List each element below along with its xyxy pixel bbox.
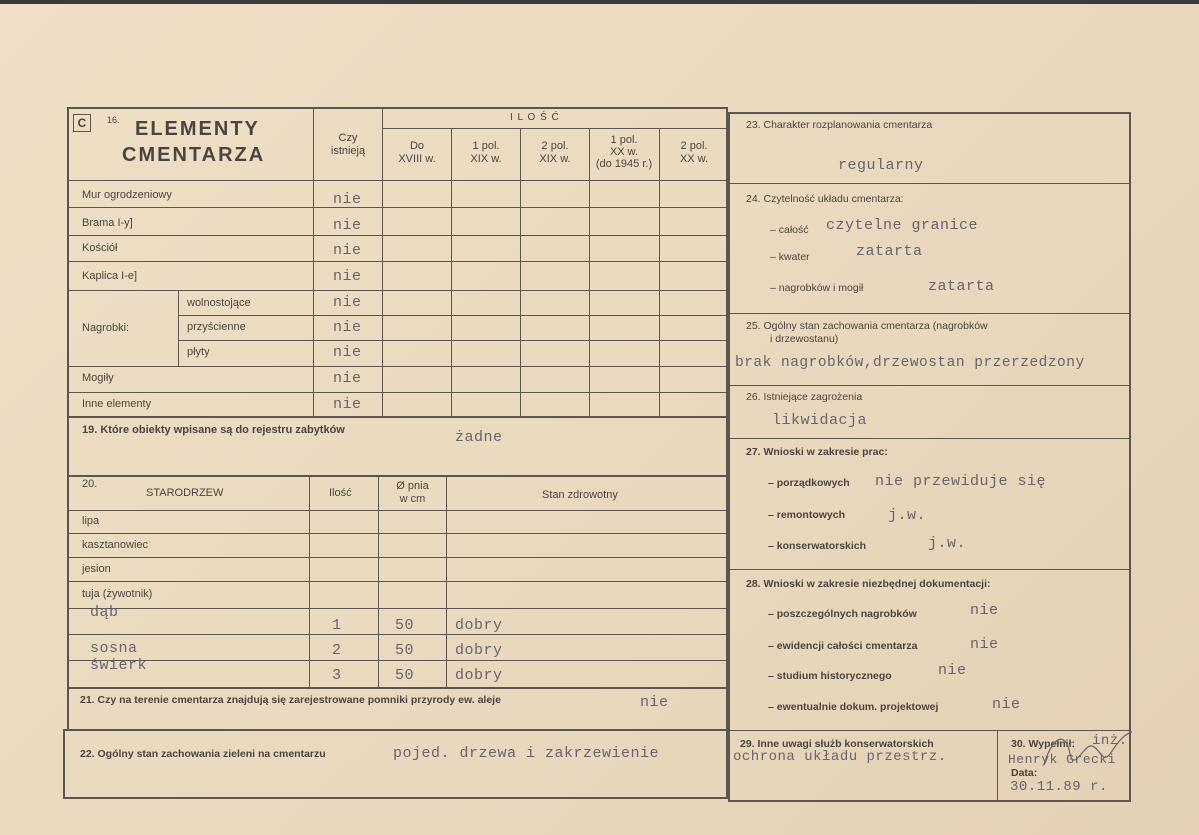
s24-item-label-1: – całość bbox=[770, 224, 809, 236]
s27-label: 27. Wnioski w zakresie prac: bbox=[746, 446, 888, 458]
period-2b: XIX w. bbox=[470, 153, 502, 165]
s30-date-value: 30.11.89 r. bbox=[1010, 779, 1108, 795]
period-header-4 bbox=[589, 134, 659, 170]
period-header-5 bbox=[661, 140, 727, 166]
row-label-kosciol: Kościół bbox=[82, 242, 118, 254]
s22-label: 22. Ogólny stan zachowania zieleni na cmentarzu bbox=[80, 748, 326, 760]
s28-item-value-3: nie bbox=[938, 662, 967, 679]
s20-row-line bbox=[67, 533, 728, 534]
row-line bbox=[67, 207, 728, 208]
right-section-line bbox=[728, 183, 1131, 184]
s24-label: 24. Czytelność układu cmentarza: bbox=[746, 193, 904, 205]
row-line bbox=[178, 315, 728, 316]
row-value-inne: nie bbox=[333, 396, 362, 413]
row-value-kaplica: nie bbox=[333, 268, 362, 285]
s20-col-line bbox=[446, 475, 447, 689]
diam-label-1: Ø pnia bbox=[396, 480, 429, 492]
tree-swierk: świerk bbox=[90, 657, 148, 674]
s20-col-line bbox=[378, 475, 379, 689]
count-sosna: 2 bbox=[332, 642, 342, 659]
s20-col-line bbox=[309, 475, 310, 689]
s28-label: 28. Wnioski w zakresie niezbędnej dokumentacji: bbox=[746, 578, 991, 590]
period-header-1 bbox=[384, 140, 450, 166]
scan-edge bbox=[0, 0, 1199, 4]
period-2a: 1 pol. bbox=[472, 140, 500, 152]
s23-value: regularny bbox=[838, 157, 924, 174]
row-value-brama: nie bbox=[333, 217, 362, 234]
period-4b: XX w. bbox=[609, 146, 639, 158]
period-5b: XX w. bbox=[679, 153, 709, 165]
s23-label: 23. Charakter rozplanowania cmentarza bbox=[746, 119, 933, 131]
tree-kasztanowiec: kasztanowiec bbox=[82, 539, 149, 551]
period-header-3 bbox=[522, 140, 588, 166]
count-dab: 1 bbox=[332, 617, 342, 634]
row-line bbox=[67, 261, 728, 262]
s19-value: żadne bbox=[455, 429, 503, 446]
s30-date-label: Data: bbox=[1011, 767, 1038, 779]
period-4c: (do 1945 r.) bbox=[595, 158, 653, 170]
s20-header-count: Ilość bbox=[329, 487, 352, 499]
s29-value: ochrona układu przestrz. bbox=[733, 749, 947, 765]
period-1a: Do bbox=[409, 140, 425, 152]
right-section-line bbox=[728, 438, 1131, 439]
s16-col-line bbox=[659, 128, 660, 418]
ilosc-subline bbox=[382, 128, 728, 129]
s29-s30-divider bbox=[997, 730, 998, 802]
s16-col-line bbox=[382, 107, 383, 418]
s24-item-value-2: zatarta bbox=[856, 243, 923, 260]
health-sosna: dobry bbox=[455, 642, 503, 659]
row-label-wolnostojace: wolnostojące bbox=[187, 297, 251, 309]
s27-item-value-2: j.w. bbox=[888, 507, 927, 524]
s16-col-line bbox=[313, 107, 314, 418]
s26-label: 26. Istniejące zagrożenia bbox=[746, 391, 863, 403]
row-line bbox=[178, 340, 728, 341]
s20-row-line bbox=[67, 634, 728, 635]
period-1b: XVIII w. bbox=[398, 153, 436, 165]
s20-row-line bbox=[67, 581, 728, 582]
row-label-mur: Mur ogrodzeniowy bbox=[82, 189, 172, 201]
row-value-plyty: nie bbox=[333, 344, 362, 361]
diam-dab: 50 bbox=[395, 617, 415, 634]
row-label-plyty: płyty bbox=[187, 346, 210, 358]
diam-label-2: w cm bbox=[399, 493, 426, 505]
period-4a: 1 pol. bbox=[610, 134, 638, 146]
row-value-wolnostojace: nie bbox=[333, 294, 362, 311]
s29-label: 29. Inne uwagi służb konserwatorskich bbox=[740, 738, 934, 750]
s20-row-line bbox=[67, 608, 728, 609]
s16-title-1: ELEMENTY bbox=[135, 118, 260, 140]
period-header-2 bbox=[453, 140, 519, 166]
s20-row-line bbox=[67, 660, 728, 661]
row-line bbox=[67, 392, 728, 393]
s26-value: likwidacja bbox=[772, 412, 868, 429]
s30-label: 30. Wypełnił: bbox=[1011, 738, 1075, 750]
right-section-line bbox=[728, 385, 1131, 386]
s21-label: 21. Czy na terenie cmentarza znajdują się zarejestrowane pomniki przyrody ew. aleje bbox=[80, 694, 501, 706]
s28-item-label-2: – ewidencji całości cmentarza bbox=[768, 640, 918, 652]
s16-col-line bbox=[589, 128, 590, 418]
signature-scribble bbox=[1040, 724, 1135, 774]
s20-row-line bbox=[67, 557, 728, 558]
s16-number: 16. bbox=[107, 115, 120, 125]
s27-item-value-1: nie przewiduje się bbox=[875, 473, 1047, 490]
s22-frame bbox=[63, 729, 728, 799]
health-swierk: dobry bbox=[455, 667, 503, 684]
s16-title-2: CMENTARZA bbox=[122, 144, 266, 166]
s25-label-1: 25. Ogólny stan zachowania cmentarza (nagrobków bbox=[746, 320, 988, 332]
s24-item-label-2: – kwater bbox=[770, 251, 810, 263]
s24-item-value-1: czytelne granice bbox=[826, 217, 979, 234]
row-label-brama: Brama I-y] bbox=[82, 217, 133, 229]
s28-item-label-1: – poszczególnych nagrobków bbox=[768, 608, 917, 620]
tree-sosna: sosna bbox=[90, 640, 138, 657]
s28-item-value-4: nie bbox=[992, 696, 1021, 713]
s16-col-exists bbox=[318, 132, 378, 158]
s20-header-line bbox=[67, 510, 728, 511]
tree-lipa: lipa bbox=[82, 515, 100, 527]
nagrobki-divider bbox=[178, 290, 179, 366]
tree-dab: dąb bbox=[90, 604, 119, 621]
diam-sosna: 50 bbox=[395, 642, 415, 659]
s16-col-line bbox=[451, 128, 452, 418]
count-swierk: 3 bbox=[332, 667, 342, 684]
ilosc-header: I L O Ś Ć bbox=[510, 112, 560, 123]
tree-tuja: tuja (żywotnik) bbox=[82, 588, 153, 600]
s25-value: brak nagrobków,drzewostan przerzedzony bbox=[735, 355, 1085, 371]
s25-label-2: i drzewostanu) bbox=[770, 333, 839, 345]
s21-value: nie bbox=[640, 694, 669, 711]
health-dab: dobry bbox=[455, 617, 503, 634]
s20-number: 20. bbox=[82, 478, 98, 490]
row-value-mur: nie bbox=[333, 191, 362, 208]
right-section-line bbox=[728, 313, 1131, 314]
s30-value-title: inż. bbox=[1092, 733, 1128, 749]
diam-swierk: 50 bbox=[395, 667, 415, 684]
row-line bbox=[67, 290, 728, 291]
tree-jesion: jesion bbox=[82, 563, 111, 575]
row-line bbox=[67, 366, 728, 367]
s24-item-label-3: – nagrobków i mogił bbox=[770, 282, 864, 294]
row-label-kaplica: Kaplica I-e] bbox=[82, 270, 138, 282]
period-3b: XIX w. bbox=[539, 153, 571, 165]
s28-item-value-2: nie bbox=[970, 636, 999, 653]
row-label-inne: Inne elementy bbox=[82, 398, 152, 410]
s19-label: 19. Które obiekty wpisane są do rejestru zabytków bbox=[82, 424, 345, 436]
row-value-przyscienne: nie bbox=[333, 319, 362, 336]
s16-col-line bbox=[520, 128, 521, 418]
row-line bbox=[67, 235, 728, 236]
s20-header-diam bbox=[380, 480, 445, 506]
s28-item-value-1: nie bbox=[970, 602, 999, 619]
s20-header-health: Stan zdrowotny bbox=[542, 489, 618, 501]
exists-label-2: istnieją bbox=[330, 145, 366, 157]
s22-value: pojed. drzewa i zakrzewienie bbox=[393, 745, 660, 762]
s27-item-value-3: j.w. bbox=[928, 535, 967, 552]
s28-item-label-3: – studium historycznego bbox=[768, 670, 892, 682]
s30-value-name: Henryk Grecki bbox=[1008, 752, 1116, 767]
s28-item-label-4: – ewentualnie dokum. projektowej bbox=[768, 701, 939, 713]
right-section-line bbox=[728, 569, 1131, 570]
s24-item-value-3: zatarta bbox=[928, 278, 995, 295]
s27-item-label-1: – porządkowych bbox=[768, 477, 850, 489]
row-label-przyscienne: przyścienne bbox=[187, 321, 246, 333]
period-5a: 2 pol. bbox=[680, 140, 708, 152]
section-c-letter: C bbox=[77, 116, 87, 130]
s16-header-line bbox=[67, 180, 728, 181]
exists-label-1: Czy bbox=[338, 132, 358, 144]
row-value-kosciol: nie bbox=[333, 242, 362, 259]
s27-item-label-2: – remontowych bbox=[768, 509, 846, 521]
s20-header-tree: STARODRZEW bbox=[146, 487, 224, 499]
period-3a: 2 pol. bbox=[541, 140, 569, 152]
s27-item-label-3: – konserwatorskich bbox=[768, 540, 867, 552]
row-value-mogily: nie bbox=[333, 370, 362, 387]
nagrobki-label: Nagrobki: bbox=[82, 322, 130, 334]
row-label-mogily: Mogiły bbox=[82, 372, 114, 384]
